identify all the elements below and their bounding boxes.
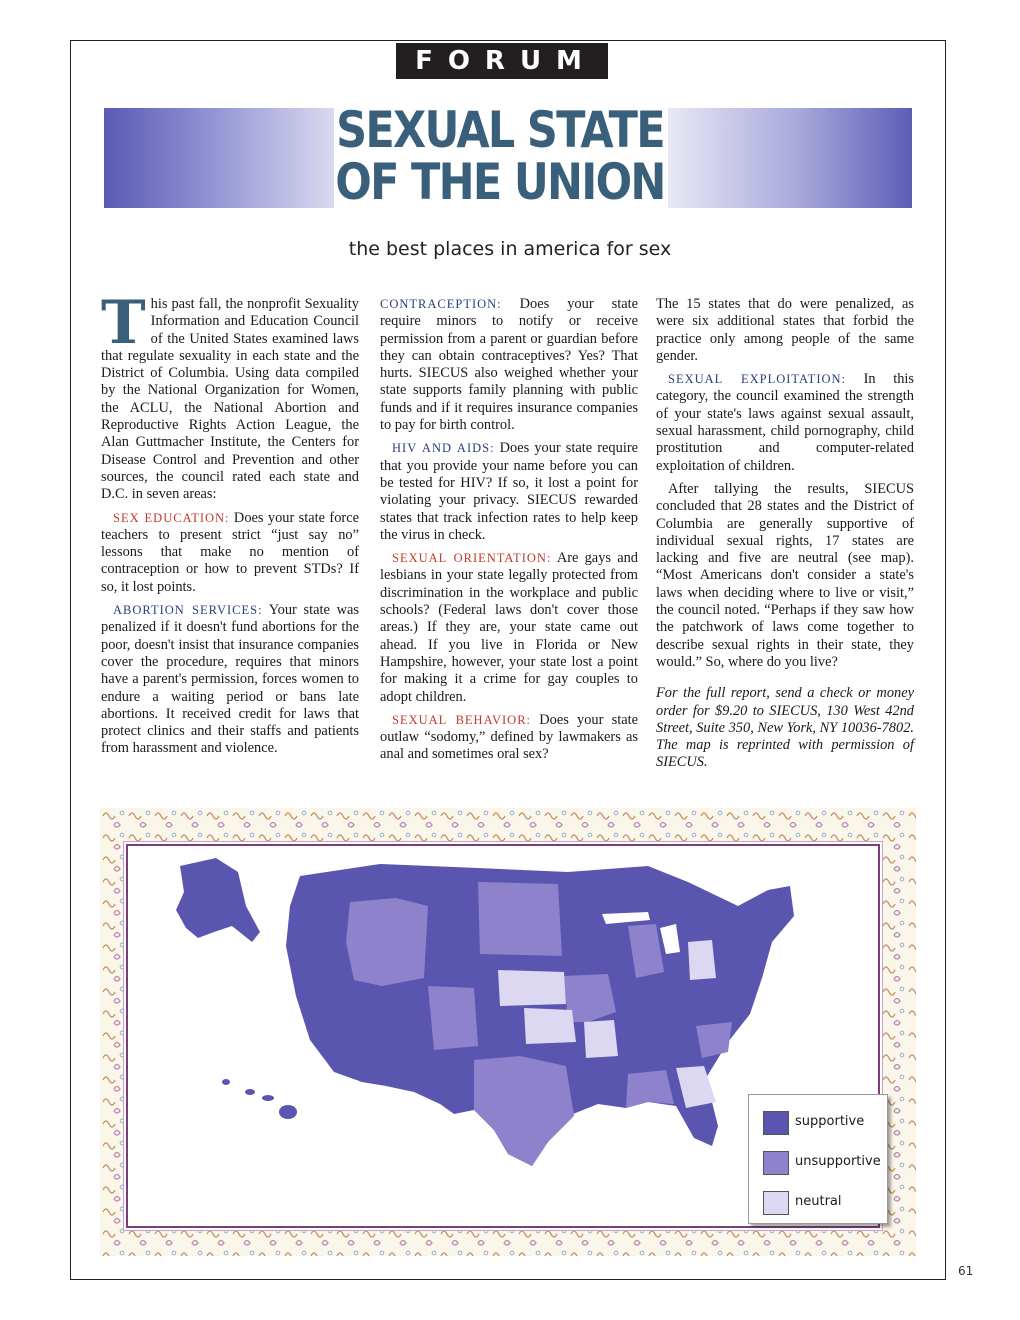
- hiv-heading: HIV AND AIDS:: [392, 441, 495, 456]
- unsupportive-carolinas: [696, 1022, 732, 1058]
- exploitation-text: In this category, the council examined the strength of your state's laws against sexual assault, sexual harassment, child pornography, child prostitution and computer-related exploitation of children.: [656, 371, 914, 474]
- title-line-1: SEXUAL STATE: [336, 101, 664, 159]
- behavior-text: Does your state outlaw “sodomy,” defined by lawmakers as anal and sometimes oral sex?: [380, 711, 638, 763]
- neutral-kansas: [498, 970, 566, 1006]
- sex-education-heading: SEX EDUCATION:: [113, 510, 230, 525]
- legend-swatch-neutral: [763, 1191, 789, 1215]
- abortion-paragraph: [101, 602, 359, 758]
- sex-education-text: Does your state force teachers to present strict “just say no” lessons that make no mention of contraception or how to prevent STDs? If so, it lost points.: [101, 509, 359, 595]
- title-gradient-right: [668, 108, 912, 208]
- legend-label-neutral: neutral: [795, 1194, 842, 1209]
- title-gradient-left: [104, 108, 334, 208]
- intro-text: his past fall, the nonprofit Sexuality Information and Education Council of the United States examined laws that regulate sexuality in each state and the District of Columbia. Using data compiled by the National Organization for Women, the ACLU, the National Abortion and Reproductive Rights Action League, the Alan Guttmacher Institute, the Centers for Disease Control and Prevention and other sources, the council rated each state and D.C. in seven areas:: [101, 296, 359, 503]
- hiv-paragraph: [380, 440, 638, 544]
- unsupportive-dakotas: [478, 882, 562, 956]
- contraception-heading: CONTRACEPTION:: [380, 297, 502, 311]
- section-label: FORUM: [396, 43, 608, 79]
- legend-label-unsupportive: unsupportive: [795, 1154, 881, 1169]
- drop-cap: T: [101, 288, 146, 358]
- abortion-heading: ABORTION SERVICES:: [113, 603, 263, 618]
- hawaii-shape: [222, 1079, 297, 1119]
- map-legend: [748, 1094, 888, 1224]
- legend-label-supportive: supportive: [795, 1114, 865, 1129]
- behavior-paragraph: [380, 712, 638, 764]
- unsupportive-texas: [474, 1056, 574, 1166]
- contraception-text: Does your state require minors to notify or receive permission from a parent or guardian before they can obtain contraceptives? Yes? That hurts. SIECUS also weighed whether your state supports family planning with public funds and if it requires insurance companies to pay for birth control.: [380, 296, 638, 434]
- page-title: [328, 101, 672, 211]
- sex-education-paragraph: [101, 510, 359, 596]
- exploitation-heading: SEXUAL EXPLOITATION:: [668, 372, 847, 387]
- exploitation-paragraph: [656, 371, 914, 475]
- neutral-oklahoma: [524, 1008, 576, 1044]
- neutral-arkansas: [584, 1020, 618, 1058]
- title-line-2: OF THE UNION: [335, 153, 665, 211]
- orientation-heading: SEXUAL ORIENTATION:: [392, 551, 552, 566]
- results-paragraph: After tallying the results, SIECUS concluded that 28 states and the District of Columbia are generally supportive of individual sexual rights, 17 states are lacking and five are neutral (see map). “Most Americans don't consider a state's laws when deciding where to live or visit,” the council noted. “Perhaps if they saw how the patchwork of laws come together to describe sexual rights in their state, they would.” So, where do you live?: [656, 480, 914, 670]
- unsupportive-mountain: [346, 898, 428, 986]
- hiv-text: Does your state require that you provide your name before you can be tested for HIV? If so, it lost a point for violating your privacy. SIECUS rewarded states that track infection rates to help keep the virus in check.: [380, 440, 638, 543]
- article-column-3: [656, 296, 914, 778]
- report-note: For the full report, send a check or money order for $9.20 to SIECUS, 130 West 42nd Street, Suite 350, New York, NY 10036-7802. The map is reprinted with permission of SIECUS.: [656, 685, 914, 771]
- unsupportive-deep-south: [626, 1070, 674, 1108]
- legend-swatch-unsupportive: [763, 1151, 789, 1175]
- orientation-text: Are gays and lesbians in your state legally protected from discrimination in the workplace and public schools? (Federal laws don't cover those areas.) If they are, your state came out ahead. If you live in Florida or New Hampshire, however, your state lost a point for making it a crime for gay couples to adopt children.: [380, 550, 638, 705]
- alaska-shape: [176, 858, 260, 942]
- orientation-paragraph: [380, 550, 638, 706]
- abortion-text: Your state was penalized if it doesn't fund abortions for the poor, doesn't insist that insurance companies cover the procedure, requires that minors have a parent's permission, forces women to endure a waiting period or bans late abortions. It received credit for laws that protect clinics and their staffs and patients from harassment and violence.: [101, 602, 359, 757]
- article-column-2: [380, 296, 638, 770]
- neutral-ohio: [688, 940, 716, 980]
- page-number: 61: [958, 1264, 974, 1278]
- subtitle: the best places in america for sex: [348, 238, 672, 260]
- contraception-paragraph: [380, 296, 638, 434]
- article-column-1: [101, 288, 359, 764]
- unsupportive-southwest: [428, 986, 478, 1050]
- legend-swatch-supportive: [763, 1111, 789, 1135]
- behavior-heading: SEXUAL BEHAVIOR:: [392, 712, 532, 727]
- intro-paragraph: [101, 288, 359, 504]
- continuation-paragraph: The 15 states that do were penalized, as were six additional states that forbid the practice only among people of the same gender.: [656, 296, 914, 364]
